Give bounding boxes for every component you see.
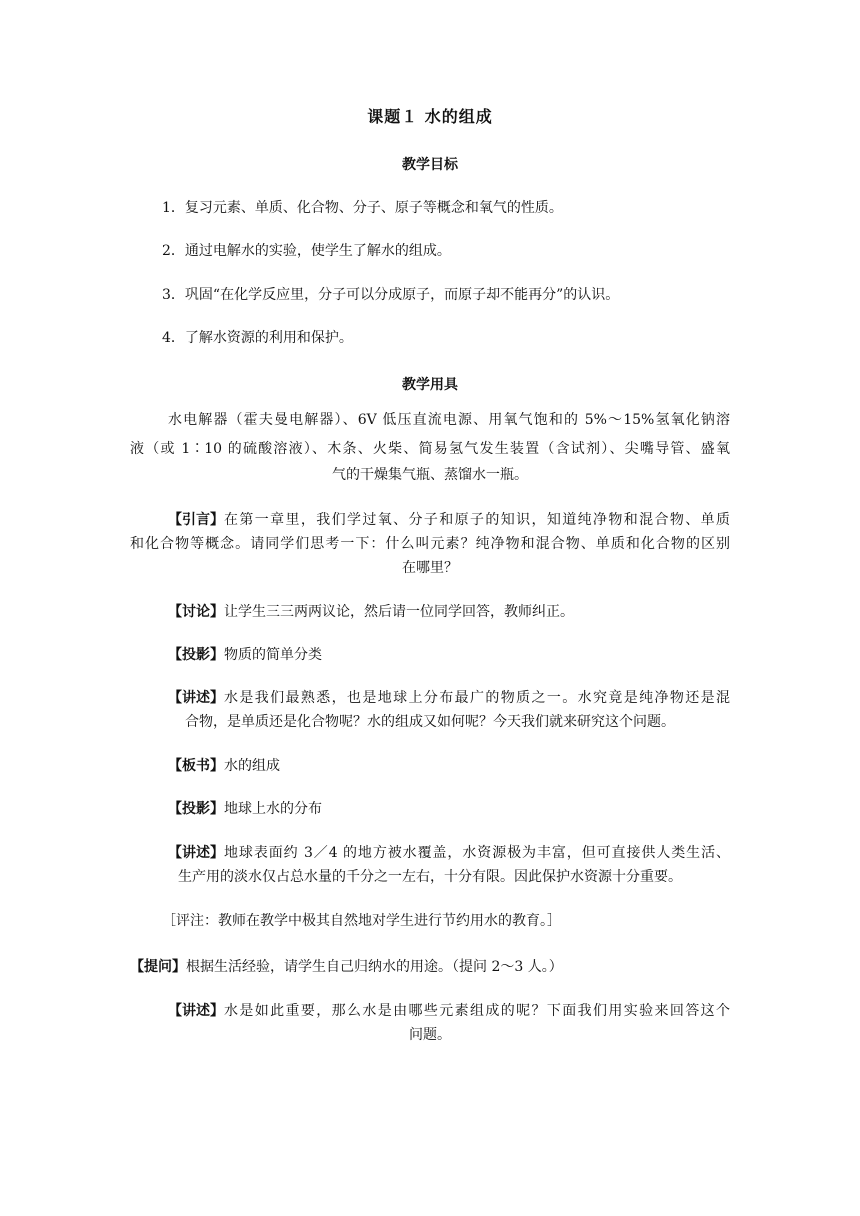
narrate-text: 水是我们最熟悉，也是地球上分布最广的物质之一。水究竟是纯净物还是混 <box>224 690 730 706</box>
tools-heading: 教学用具 <box>402 377 458 393</box>
objective-item: 2．通过电解水的实验，使学生了解水的组成。 <box>162 243 451 259</box>
narrate-text-line: 生产用的淡水仅占总水量的千分之一左右，十分有限。因此保护水资源十分重要。 <box>178 869 682 885</box>
board-text: 水的组成 <box>224 758 280 774</box>
intro-text-line: 和化合物等概念。请同学们思考一下：什么叫元素？纯净物和混合物、单质和化合物的区别 <box>130 536 730 552</box>
projection-paragraph <box>168 799 322 819</box>
narrate-text: 地球表面约 3／4 的地方被水覆盖，水资源极为丰富，但可直接供人类生活、 <box>224 845 730 861</box>
comment-paragraph: ［评注：教师在教学中极其自然地对学生进行节约用水的教育。］ <box>162 913 561 929</box>
discuss-text: 让学生三三两两议论，然后请一位同学回答，教师纠正。 <box>224 604 574 620</box>
narrate-text: 水是如此重要，那么水是由哪些元素组成的呢？下面我们用实验来回答这个 <box>224 1003 730 1019</box>
narrate-text-line: 合物，是单质还是化合物呢？水的组成又如何呢？今天我们就来研究这个问题。 <box>185 714 675 730</box>
board-tag: 【板书】 <box>168 758 224 774</box>
tools-text-line: 液（或 1∶10 的硫酸溶液）、木条、火柴、简易氢气发生装置（含试剂）、尖嘴导管、盛氧 <box>130 441 730 457</box>
intro-text: 在第一章里，我们学过氧、分子和原子的知识，知道纯净物和混合物、单质 <box>224 512 730 528</box>
projection-text: 物质的简单分类 <box>224 647 322 663</box>
projection-tag: 【投影】 <box>168 647 224 663</box>
intro-paragraph-line <box>168 510 730 530</box>
question-tag: 【提问】 <box>130 959 186 975</box>
narrate-paragraph-line <box>168 1001 730 1021</box>
intro-tag: 【引言】 <box>168 512 224 528</box>
discuss-tag: 【讨论】 <box>168 604 224 620</box>
narrate-paragraph-line <box>168 843 730 863</box>
narrate-tag: 【讲述】 <box>168 845 224 861</box>
intro-text-line: 在哪里？ <box>402 560 458 576</box>
narrate-paragraph-line <box>168 688 730 708</box>
objectives-heading: 教学目标 <box>402 157 458 173</box>
question-paragraph <box>130 957 563 977</box>
objective-item: 1．复习元素、单质、化合物、分子、原子等概念和氧气的性质。 <box>162 200 563 216</box>
question-text: 根据生活经验，请学生自己归纳水的用途。（提问 2～3 人。） <box>186 959 563 975</box>
projection-paragraph <box>168 645 322 665</box>
tools-text-line: 水电解器（霍夫曼电解器）、6V 低压直流电源、用氧气饱和的 5%～15%氢氧化钠溶 <box>168 412 730 428</box>
projection-tag: 【投影】 <box>168 801 224 817</box>
narrate-text-line: 问题。 <box>409 1027 451 1043</box>
board-paragraph <box>168 756 280 776</box>
narrate-tag: 【讲述】 <box>168 690 224 706</box>
projection-text: 地球上水的分布 <box>224 801 322 817</box>
narrate-tag: 【讲述】 <box>168 1003 224 1019</box>
discuss-paragraph <box>168 602 574 622</box>
page-title: 课题１ 水的组成 <box>367 107 493 126</box>
objective-item: 4．了解水资源的利用和保护。 <box>162 330 353 346</box>
tools-text-line: 气的干燥集气瓶、蒸馏水一瓶。 <box>332 467 528 483</box>
objective-item: 3．巩固“在化学反应里，分子可以分成原子，而原子却不能再分”的认识。 <box>162 287 620 303</box>
